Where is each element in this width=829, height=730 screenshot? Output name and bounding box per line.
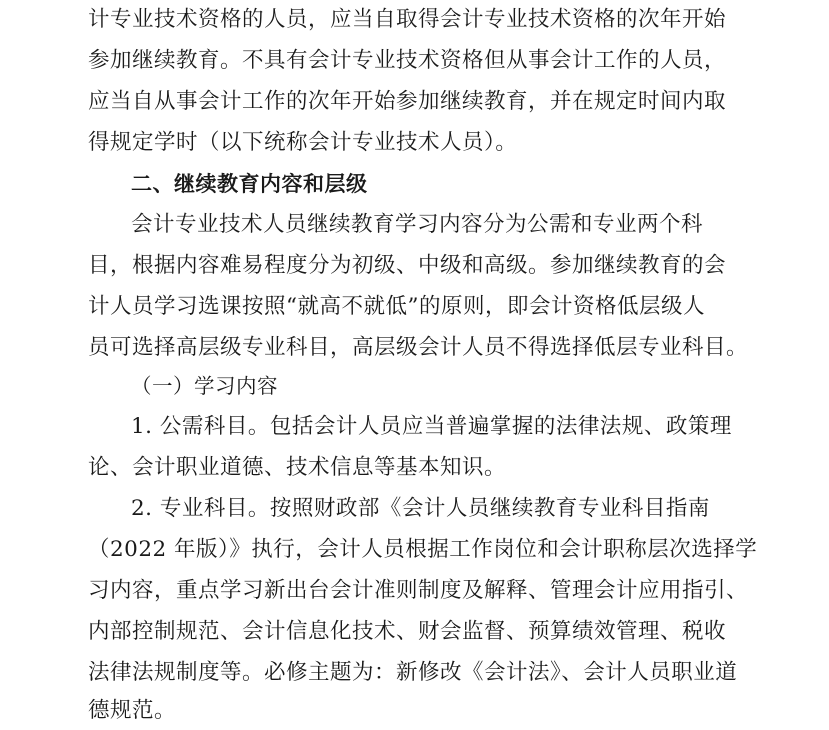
paragraph-line: （2022 年版）》执行，会计人员根据工作岗位和会计职称层次选择学	[88, 537, 758, 562]
section-heading: 二、继续教育内容和层级	[131, 172, 368, 196]
paragraph-line: 参加继续教育。不具有会计专业技术资格但从事会计工作的人员，	[88, 48, 727, 73]
paragraph-line: 计人员学习选课按照“就高不就低”的原则，即会计资格低层级人	[88, 294, 705, 319]
paragraph-line: 计专业技术资格的人员，应当自取得会计专业技术资格的次年开始	[88, 7, 727, 32]
paragraph-line: 目，根据内容难易程度分为初级、中级和高级。参加继续教育的会	[88, 253, 727, 278]
paragraph-line: 1. 公需科目。包括会计人员应当普遍掌握的法律法规、政策理	[131, 414, 732, 439]
paragraph-line: 得规定学时（以下统称会计专业技术人员）。	[88, 130, 518, 155]
paragraph-line: 论、会计职业道德、技术信息等基本知识。	[88, 455, 507, 480]
paragraph-line: 2. 专业科目。按照财政部《会计人员继续教育专业科目指南	[131, 496, 710, 521]
paragraph-line: 习内容，重点学习新出台会计准则制度及解释、管理会计应用指引、	[88, 578, 749, 603]
subsection-heading: （一）学习内容	[131, 374, 278, 398]
paragraph-line: 法律法规制度等。必修主题为：新修改《会计法》、会计人员职业道	[88, 660, 738, 685]
paragraph-line: 德规范。	[88, 698, 177, 723]
paragraph-line: 会计专业技术人员继续教育学习内容分为公需和专业两个科	[131, 212, 704, 237]
paragraph-line: 应当自从事会计工作的次年开始参加继续教育，并在规定时间内取	[88, 89, 727, 114]
paragraph-line: 员可选择高层级专业科目，高层级会计人员不得选择低层专业科目。	[88, 335, 749, 360]
paragraph-line: 内部控制规范、会计信息化技术、财会监督、预算绩效管理、税收	[88, 619, 727, 644]
